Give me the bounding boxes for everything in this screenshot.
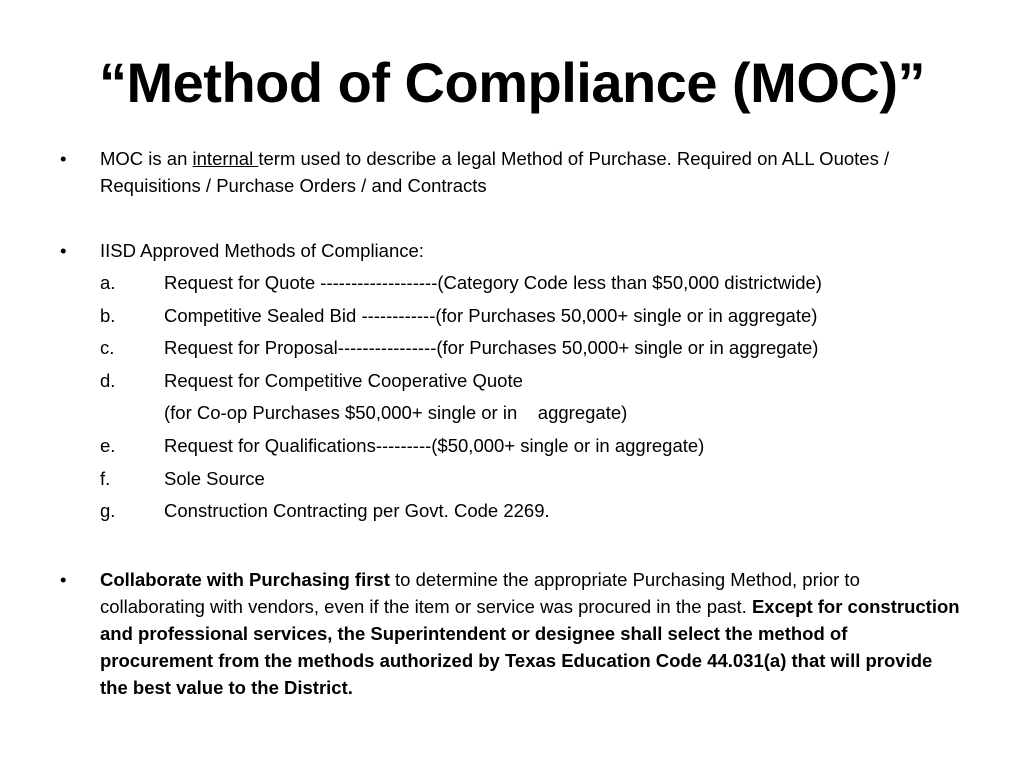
list-item-label: b. <box>100 304 116 326</box>
list-item <box>60 365 960 398</box>
list-item <box>60 267 960 300</box>
list-item-text: Request for Quote -------------------(Category Code less than $50,000 districtwide) <box>164 272 822 293</box>
bullet-collaborate <box>60 566 960 701</box>
list-item-text: (for Co-op Purchases $50,000+ single or in aggregate) <box>164 402 628 424</box>
slide-title: “Method of Compliance (MOC)” <box>99 51 925 114</box>
bullet3-text: to determine the appropriate Purchasing Method, prior to collaborating with vendors, even if the item or service was procured in the past. <box>100 568 860 617</box>
methods-list <box>60 267 960 528</box>
list-item-label: e. <box>100 434 116 456</box>
list-item-label: d. <box>100 369 116 391</box>
list-item <box>60 332 960 365</box>
list-item-label: a. <box>100 272 116 293</box>
slide-body <box>60 145 960 701</box>
methods-heading: IISD Approved Methods of Compliance: <box>100 240 424 261</box>
bullet1-prefix: MOC is an <box>100 148 193 169</box>
bullet3-bold-exception: Except for construction and professional services, the Superintendent or designee shall select the method of procurement from the methods authorized by Texas Education Code 44.031(a) that will provide the best value to the District. <box>100 595 960 698</box>
bullet1-suffix: term used to describe a legal Method of Purchase. Required on ALL Ouotes / Requisitions / Purchase Orders / and Contracts <box>100 148 890 196</box>
bullet1-underlined: internal <box>192 148 259 169</box>
bullet-dot-icon: • <box>60 568 67 590</box>
list-item <box>60 300 960 333</box>
list-item-label: f. <box>100 467 111 489</box>
list-item-label: c. <box>100 337 115 359</box>
list-item-text: Construction Contracting per Govt. Code 2269. <box>164 500 550 522</box>
bullet-approved-methods <box>60 237 960 264</box>
bullet-dot-icon: • <box>60 240 67 261</box>
bullet3-bold-lead: Collaborate with Purchasing first <box>100 568 390 590</box>
bullet-dot-icon: • <box>60 148 67 169</box>
list-item <box>60 430 960 463</box>
list-item <box>60 463 960 496</box>
list-item-text: Competitive Sealed Bid ------------(for Purchases 50,000+ single or in aggregate) <box>164 304 818 326</box>
list-item-text: Request for Proposal----------------(for Purchases 50,000+ single or in aggregate) <box>164 337 819 359</box>
list-item-text: Request for Competitive Cooperative Quote <box>164 369 523 391</box>
bullet-moc-definition <box>60 145 960 199</box>
list-item-text: Request for Qualifications---------($50,000+ single or in aggregate) <box>164 434 705 456</box>
list-item-label: g. <box>100 500 116 522</box>
list-item-continuation <box>60 397 960 430</box>
list-item <box>60 495 960 528</box>
list-item-text: Sole Source <box>164 467 265 489</box>
